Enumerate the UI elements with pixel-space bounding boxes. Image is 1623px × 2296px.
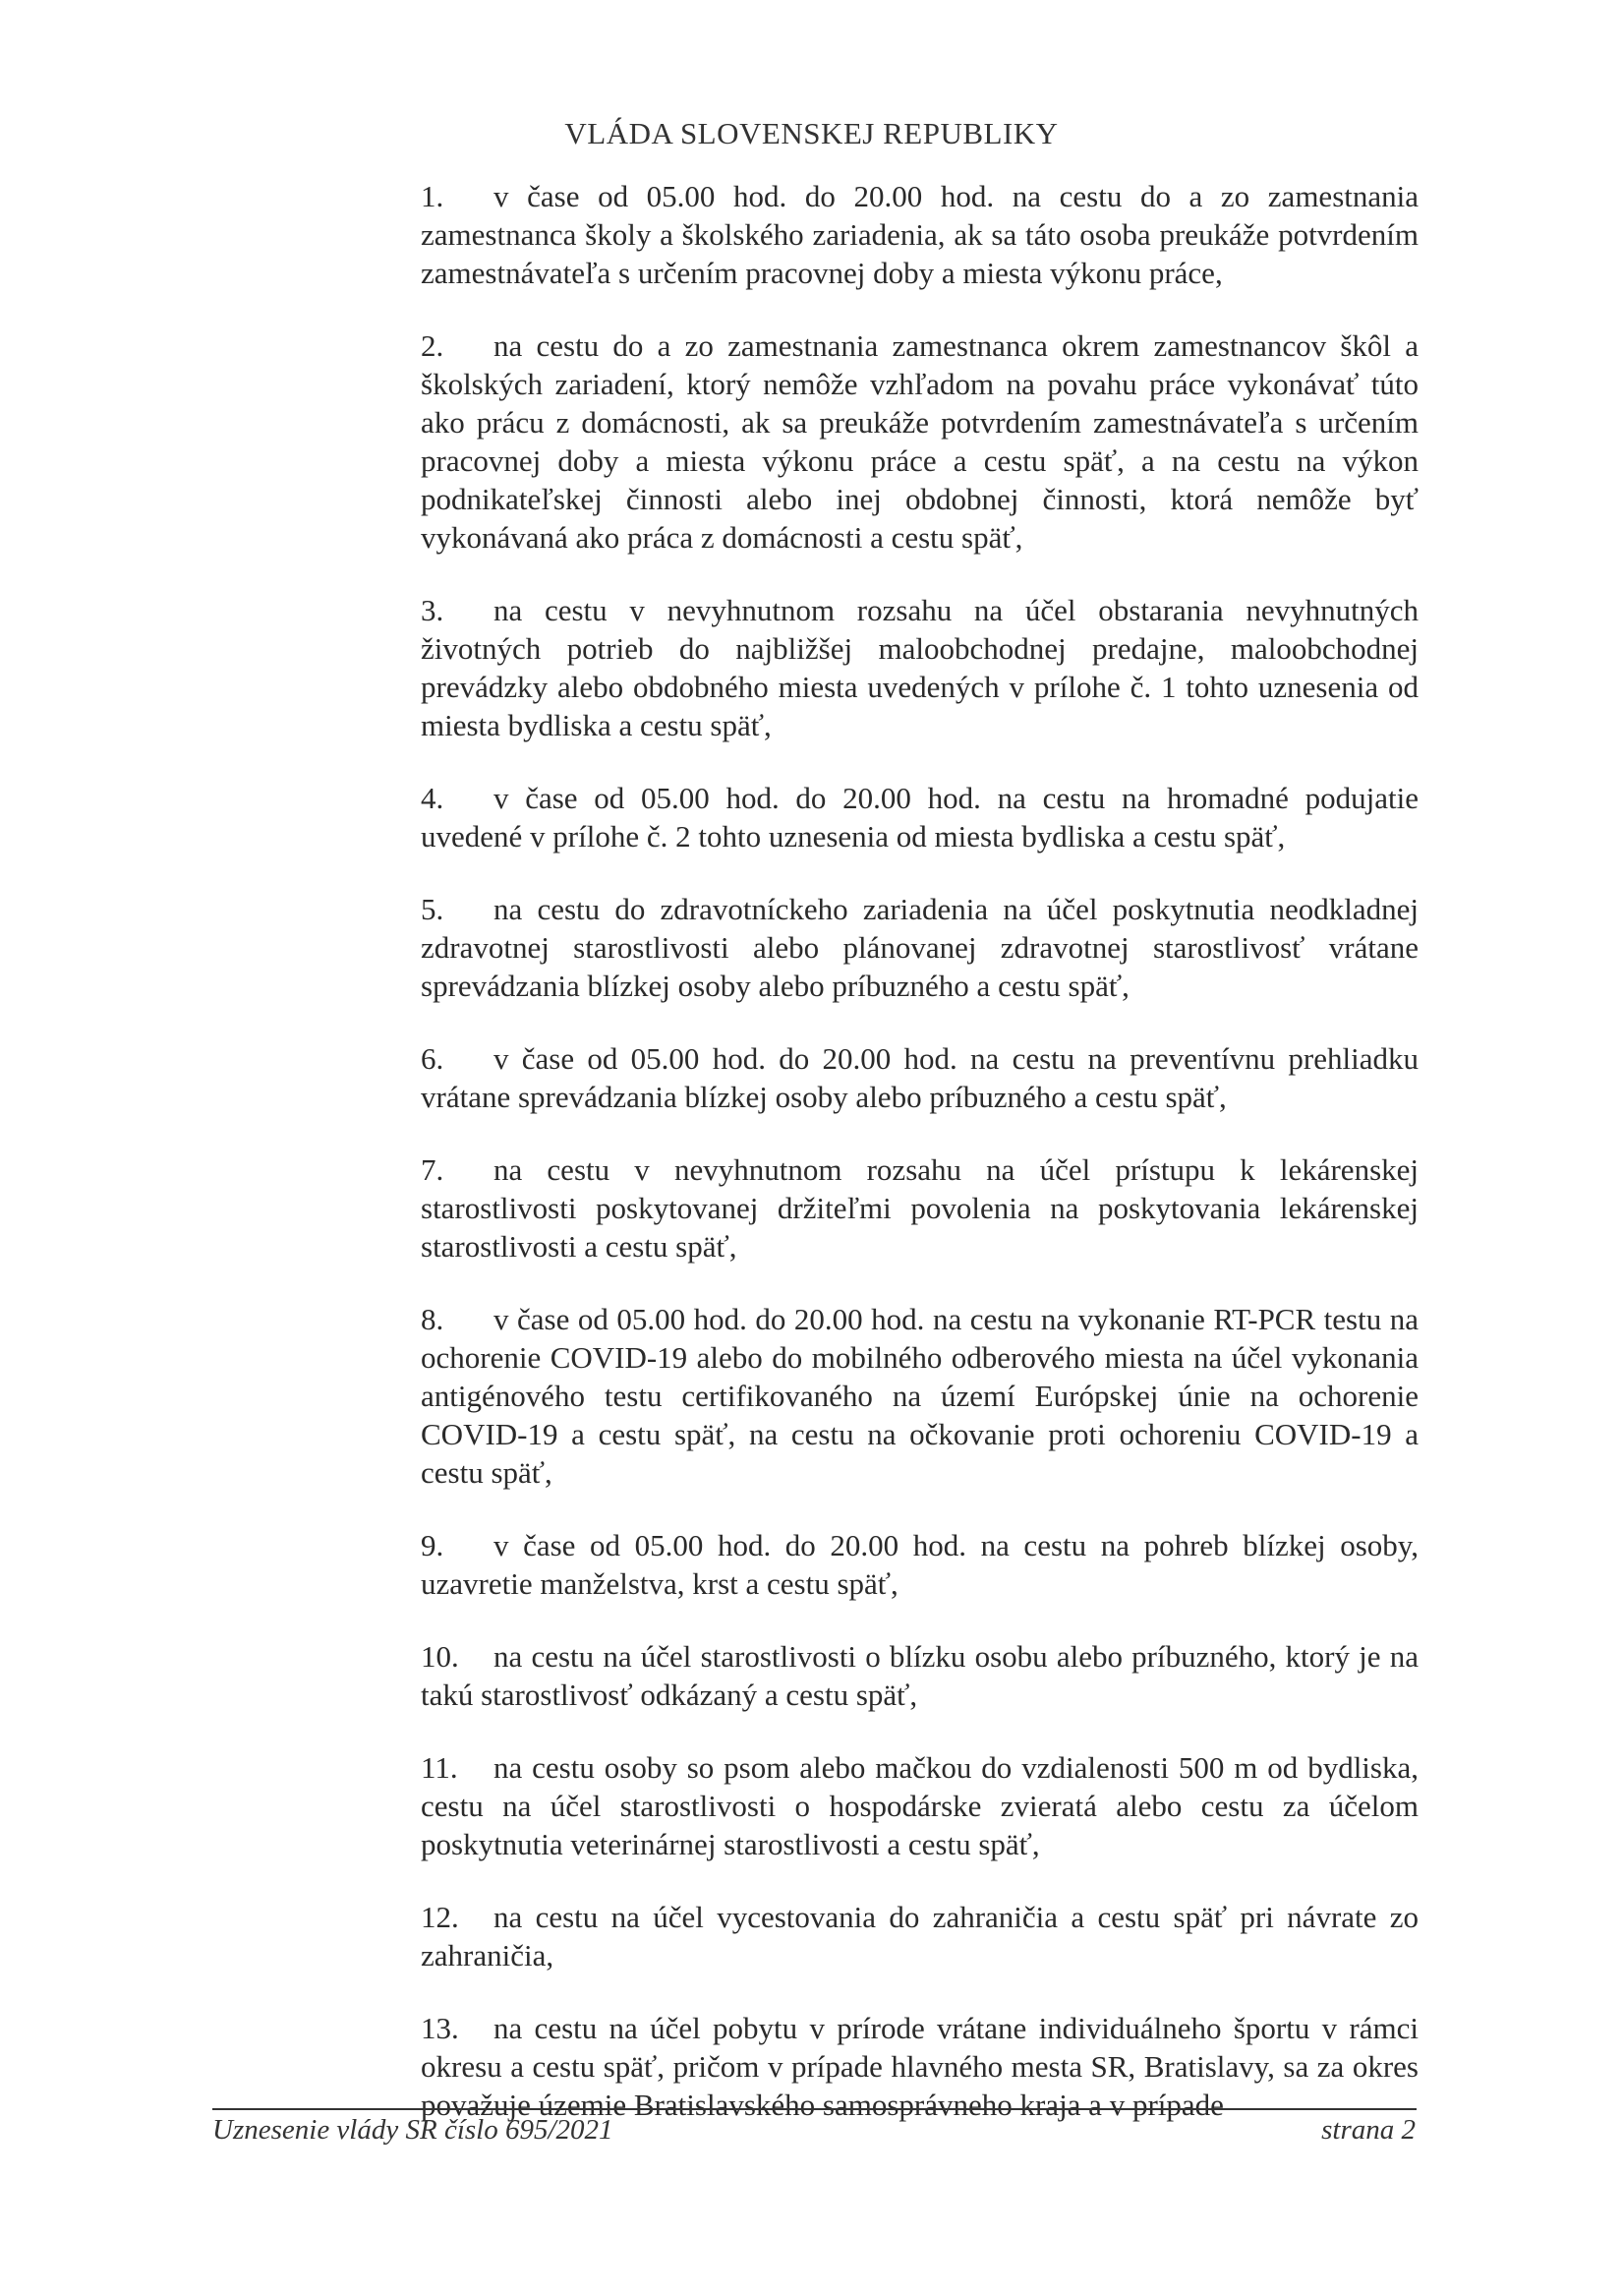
page-header-title: VLÁDA SLOVENSKEJ REPUBLIKY [564, 116, 1059, 150]
list-item [421, 1300, 1419, 1492]
list-item [421, 1039, 1419, 1116]
list-item [421, 890, 1419, 1005]
item-number: 4. [421, 781, 444, 815]
list-item [421, 2009, 1419, 2124]
footer-document-reference: Uznesenie vlády SR číslo 695/2021 [212, 2114, 613, 2146]
item-text: v čase od 05.00 hod. do 20.00 hod. na cestu do a zo zamestnania zamestnanca školy a školského zariadenia, ak sa táto osoba preukáže potvrdením zamestnávateľa s určením pracovnej doby a miesta výkonu práce, [421, 179, 1419, 290]
list-item [421, 591, 1419, 744]
item-number: 7. [421, 1152, 444, 1187]
item-text: v čase od 05.00 hod. do 20.00 hod. na cestu na vykonanie RT-PCR testu na ochorenie COVID-19 alebo do mobilného odberového miesta na účel vykonania antigénového testu certifikovaného na území Európskej únie na ochorenie COVID-19 a cestu späť, na cestu na očkovanie proti ochoreniu COVID-19 a cestu späť, [421, 1302, 1419, 1490]
list-item [421, 1526, 1419, 1603]
item-number: 1. [421, 179, 444, 213]
item-number: 2. [421, 328, 444, 363]
item-number: 10. [421, 1639, 459, 1674]
item-text: na cestu do a zo zamestnania zamestnanca okrem zamestnancov škôl a školských zariadení, ktorý nemôže vzhľadom na povahu práce vykonávať túto ako prácu z domácnosti, ak sa preukáže potvrdením zamestnávateľa s určením pracovnej doby a miesta výkonu práce a cestu späť, a na cestu na výkon podnikateľskej činnosti alebo inej obdobnej činnosti, ktorá nemôže byť vykonávaná ako práca z domácnosti a cestu späť, [421, 328, 1419, 555]
item-number: 13. [421, 2011, 459, 2045]
item-text: na cestu v nevyhnutnom rozsahu na účel obstarania nevyhnutných životných potrieb do najbližšej maloobchodnej predajne, maloobchodnej prevádzky alebo obdobného miesta uvedených v prílohe č. 1 tohto uznesenia od miesta bydliska a cestu späť, [421, 593, 1419, 742]
list-item [421, 779, 1419, 855]
item-text: na cestu do zdravotníckeho zariadenia na účel poskytnutia neodkladnej zdravotnej starostlivosti alebo plánovanej zdravotnej starostlivosť vrátane sprevádzania blízkej osoby alebo príbuzného a cestu späť, [421, 892, 1419, 1003]
item-number: 6. [421, 1041, 444, 1076]
item-text: na cestu v nevyhnutnom rozsahu na účel prístupu k lekárenskej starostlivosti poskytovanej držiteľmi povolenia na poskytovania lekárenskej starostlivosti a cestu späť, [421, 1152, 1419, 1264]
item-text: na cestu na účel starostlivosti o blízku osobu alebo príbuzného, ktorý je na takú starostlivosť odkázaný a cestu späť, [421, 1639, 1419, 1712]
item-number: 12. [421, 1900, 459, 1934]
item-number: 11. [421, 1750, 458, 1785]
list-item [421, 1898, 1419, 1974]
item-text: v čase od 05.00 hod. do 20.00 hod. na cestu na pohreb blízkej osoby, uzavretie manželstva, krst a cestu späť, [421, 1528, 1419, 1601]
item-text: na cestu na účel vycestovania do zahraničia a cestu späť pri návrate zo zahraničia, [421, 1900, 1419, 1972]
item-number: 9. [421, 1528, 444, 1562]
list-item [421, 1748, 1419, 1863]
item-number: 5. [421, 892, 444, 926]
item-text: na cestu na účel pobytu v prírode vrátane individuálneho športu v rámci okresu a cestu späť, pričom v prípade hlavného mesta SR, Bratislavy, sa za okres považuje územie Bratislavského samosprávneho kraja a v prípade [421, 2011, 1419, 2122]
list-item [421, 326, 1419, 557]
footer-page-number: strana 2 [1321, 2114, 1416, 2146]
list-item [421, 1150, 1419, 1266]
list-item [421, 1637, 1419, 1714]
document-body [421, 177, 1419, 2158]
footer-divider [212, 2108, 1417, 2110]
item-text: na cestu osoby so psom alebo mačkou do vzdialenosti 500 m od bydliska, cestu na účel starostlivosti o hospodárske zvieratá alebo cestu za účelom poskytnutia veterinárnej starostlivosti a cestu späť, [421, 1750, 1419, 1861]
list-item [421, 177, 1419, 292]
item-number: 3. [421, 593, 444, 627]
item-text: v čase od 05.00 hod. do 20.00 hod. na cestu na hromadné podujatie uvedené v prílohe č. 2 tohto uznesenia od miesta bydliska a cestu späť, [421, 781, 1419, 854]
item-number: 8. [421, 1302, 444, 1336]
item-text: v čase od 05.00 hod. do 20.00 hod. na cestu na preventívnu prehliadku vrátane sprevádzania blízkej osoby alebo príbuzného a cestu späť, [421, 1041, 1419, 1114]
